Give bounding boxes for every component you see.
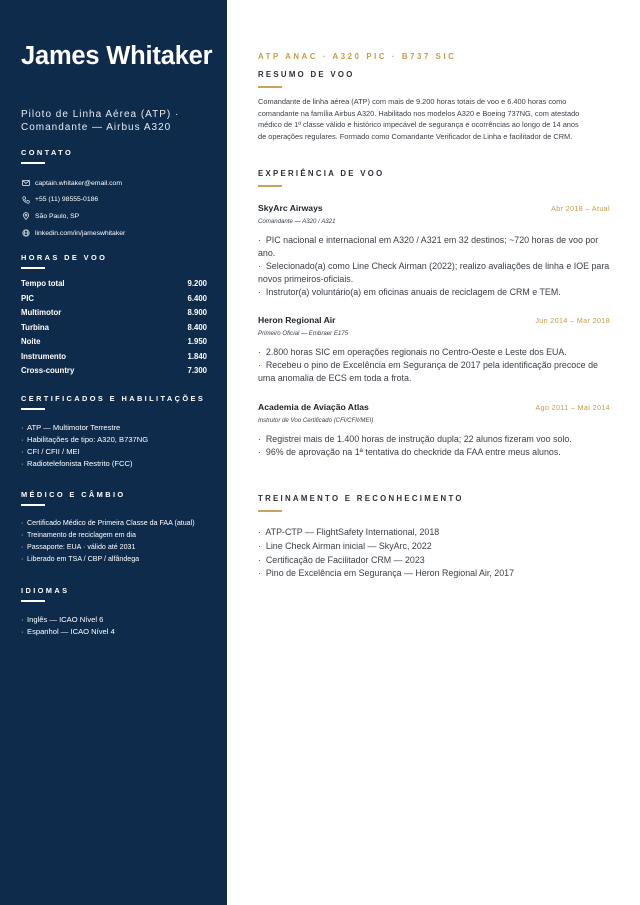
list-item: · PIC nacional e internacional em A320 / A321 em 32 destinos; ~720 horas de voo por [258,235,599,245]
globe-icon [21,229,30,238]
hours-row [21,337,207,352]
list-item: · CFI / CFII / MEI [21,446,80,456]
experience-title: EXPERIÊNCIA DE VOO [258,169,385,178]
summary-divider [258,86,282,88]
certs-title: CERTIFICADOS E HABILITAÇÕES [21,394,206,403]
contact-divider [21,162,45,164]
list-item: · Certificação de Facilitador CRM — 2023 [258,554,425,565]
hours-label: Turbina [21,322,50,332]
list-item: · Line Check Airman inicial — SkyArc, 2022 [258,540,432,551]
job-entry [258,203,610,299]
role-line-2: Comandante — Airbus A320 [21,122,172,133]
hours-divider [21,267,45,269]
hours-value: 6.400 [187,293,207,303]
contact-title: CONTATO [21,148,74,157]
hours-row [21,294,207,309]
hours-section [21,253,209,381]
location-icon [21,212,30,221]
list-item: · Liberado em TSA / CBP / alfândega [21,554,140,563]
list-item: · Certificado Médico de Primeira Classe da FAA (atual) [21,519,195,527]
summary-section [258,70,610,142]
languages-title: IDIOMAS [21,586,70,595]
medical-divider [21,504,45,506]
list-item: · 96% de aprovação na 1ª tentativa do checkride da FAA entre meus alunos. [258,447,561,458]
list-item: · Inglês — ICAO Nível 6 [21,615,104,624]
medical-list [21,518,209,566]
job-bullets [258,346,610,385]
hours-row [21,352,207,367]
contact-location-text: São Paulo, SP [35,212,80,220]
job-dates: Ago 2011 – Mai 2014 [535,404,610,412]
hours-title: HORAS DE VOO [21,253,108,262]
credentials-tagline: ATP ANAC · A320 PIC · B737 SIC [258,52,457,61]
sidebar [0,0,227,905]
training-section [258,494,610,581]
contact-email[interactable] [21,175,209,192]
candidate-role [21,108,221,134]
medical-section [21,490,209,566]
job-company: SkyArc Airways [258,203,323,213]
training-title: TREINAMENTO E RECONHECIMENTO [258,494,464,503]
list-item: · Pino de Excelência em Segurança — Heron Regional Air, 2017 [258,568,515,579]
hours-value: 7.300 [187,366,207,375]
experience-divider [258,185,282,187]
job-company: Academia de Aviação Atlas [258,402,369,412]
candidate-name: James Whitaker [21,42,213,70]
hours-row [21,366,207,381]
list-item: · Instrutor(a) voluntário(a) em oficinas anuais de reciclagem de CRM e TEM. [258,287,561,298]
contact-linkedin[interactable] [21,225,209,242]
hours-label: Tempo total [21,279,65,288]
training-divider [258,510,282,512]
role-line-1: Piloto de Linha Aérea (ATP) · [21,109,180,120]
list-item: · Espanhol — ICAO Nível 4 [21,626,115,636]
list-item: · Recebeu o pino de Excelência em Segurança de 2017 pela identificação precoce de [258,360,598,371]
contact-phone[interactable] [21,192,209,209]
job-bullets [258,234,610,299]
hours-value: 8.400 [187,322,207,332]
contact-email-text: captain.whitaker@email.com [35,179,122,187]
hours-label: Noite [21,337,41,346]
contact-location [21,208,209,225]
medical-title: MÉDICO E CÂMBIO [21,490,126,499]
hours-label: Instrumento [21,351,67,361]
contact-list [21,175,209,241]
list-item: · ATP-CTP — FlightSafety International, 2018 [258,527,440,537]
hours-value: 8.900 [187,308,207,317]
hours-row [21,279,207,294]
phone-icon [21,195,30,204]
list-item: uma anomalia de ECS em toda a frota. [258,373,412,384]
job-entry [258,402,610,459]
languages-section [21,586,209,638]
languages-divider [21,600,45,602]
contact-section [21,148,209,241]
list-item: novos primeiros-oficiais. [258,274,354,285]
hours-value: 1.950 [187,337,207,346]
job-title: Instrutor de Voo Certificado (CFI/CFII/MEI) [258,417,374,424]
experience-section [258,169,610,187]
hours-label: Cross-country [21,366,75,375]
hours-row [21,323,207,338]
list-item: · Selecionado(a) como Line Check Airman (2022); realizo avaliações de linha e IOE para [258,261,610,272]
job-company: Heron Regional Air [258,315,336,325]
list-item: · Radiotelefonista Restrito (FCC) [21,458,133,468]
certs-section [21,394,209,470]
contact-linkedin-text: linkedin.com/in/jameswhitaker [35,229,126,237]
contact-phone-text: +55 (11) 98555-0186 [35,196,99,204]
job-title: Comandante — A320 / A321 [258,218,336,225]
list-item: · Habilitações de tipo: A320, B737NG [21,434,149,444]
certs-list [21,422,209,470]
list-item: · 2.800 horas SIC em operações regionais no Centro-Oeste e Leste dos EUA. [258,347,567,357]
training-list [258,526,610,581]
hours-label: Multimotor [21,308,62,317]
list-item: · Registrei mais de 1.400 horas de instrução dupla; 22 alunos fizeram voo solo. [258,434,572,444]
languages-list [21,614,209,638]
hours-table [21,279,207,381]
summary-title: RESUMO DE VOO [258,70,355,79]
list-item: · Treinamento de reciclagem em dia [21,530,136,539]
job-dates: Jun 2014 – Mar 2018 [535,317,610,325]
job-title: Primeiro Oficial — Embraer E175 [258,330,349,337]
mail-icon [21,179,30,188]
list-item: · Passaporte: EUA · válido até 2031 [21,542,136,551]
hours-value: 9.200 [187,279,207,288]
job-bullets [258,433,610,459]
list-item: ano. [258,248,276,259]
certs-divider [21,408,45,410]
summary-text: Comandante de linha aérea (ATP) com mais de 9.200 horas totais de voo e 6.400 horas como comandante na família Airbus A320. Habilitado nos modelos A320 e Boeing 737NG, com atestado médico de 1ª classe válido e histórico impecável de segurança e ocorrências ao longo de 14 anos de operações regulares. Formado como Comandante Verificador de Linha e facilitador de CRM. [258,97,580,141]
hours-label: PIC [21,293,34,303]
job-entry [258,315,610,385]
hours-row [21,308,207,323]
hours-value: 1.840 [187,351,207,361]
list-item: · ATP — Multimotor Terrestre [21,423,121,432]
job-dates: Abr 2018 – Atual [551,205,610,213]
